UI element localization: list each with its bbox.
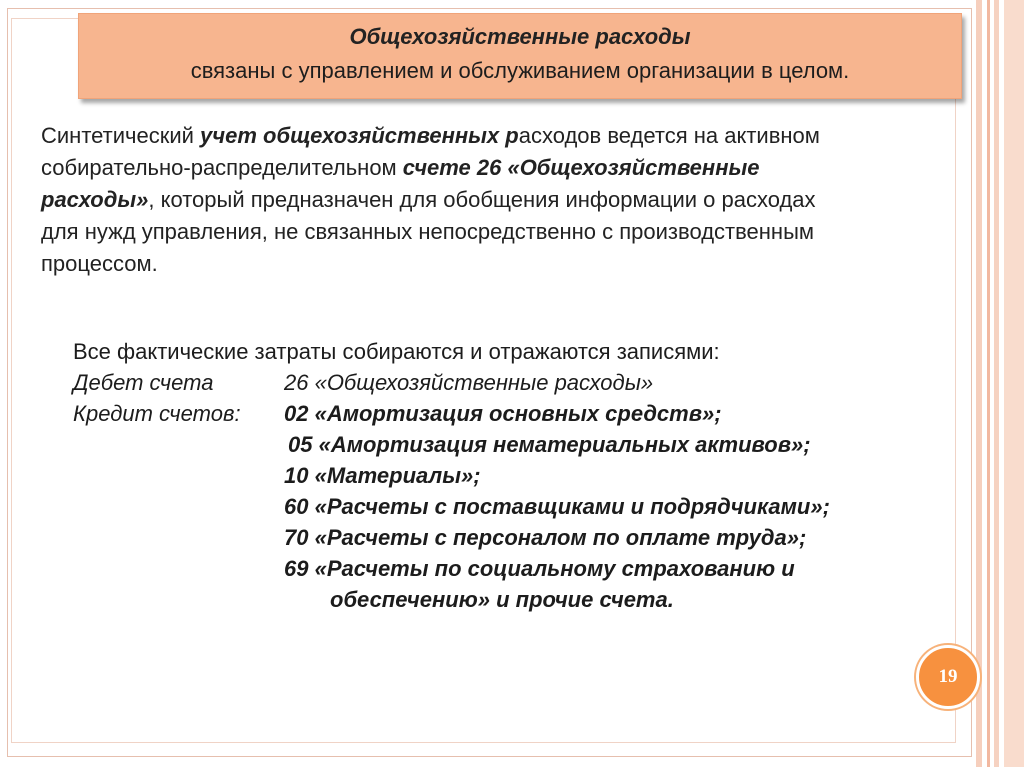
description-paragraph bbox=[41, 120, 961, 280]
entries-intro: Все фактические затраты собираются и отражаются записями: bbox=[73, 339, 720, 364]
emphasis-span: учет общехозяйственных р bbox=[200, 123, 519, 148]
decorative-stripes bbox=[976, 0, 1024, 767]
paragraph-line: для нужд управления, не связанных непосредственно с производственным bbox=[41, 219, 815, 244]
credit-item: 10 «Материалы»; bbox=[284, 463, 481, 488]
debit-label: Дебет счета bbox=[73, 370, 214, 395]
paragraph-line bbox=[41, 152, 961, 184]
header-box bbox=[78, 13, 962, 99]
header-subtitle: связаны с управлением и обслуживанием организации в целом. bbox=[190, 58, 850, 83]
stripe bbox=[976, 0, 982, 767]
credit-item: 69 «Расчеты по социальному страхованию и bbox=[284, 556, 795, 581]
paragraph-line: процессом. bbox=[41, 251, 158, 276]
text-span: Синтетический bbox=[41, 123, 201, 148]
stripe bbox=[994, 0, 999, 767]
text-span: асходов ведется на активном bbox=[518, 123, 820, 148]
emphasis-span: расходы» bbox=[41, 187, 149, 212]
emphasis-span: счете 26 «Общехозяйственные bbox=[402, 155, 760, 180]
credit-item: обеспечению» и прочие счета. bbox=[330, 587, 674, 612]
header-title: Общехозяйственные расходы bbox=[349, 24, 691, 49]
stripe bbox=[1004, 0, 1024, 767]
paragraph-line bbox=[41, 184, 961, 216]
credit-item: 05 «Амортизация нематериальных активов»; bbox=[288, 432, 811, 457]
text-span: , который предназначен для обобщения информации о расходах bbox=[148, 187, 816, 212]
page-number-badge: 19 bbox=[916, 645, 980, 709]
credit-item: 02 «Амортизация основных средств»; bbox=[284, 401, 722, 426]
debit-value: 26 «Общехозяйственные расходы» bbox=[284, 370, 654, 395]
credit-label: Кредит счетов: bbox=[73, 401, 241, 426]
text-span: собирательно-распределительном bbox=[41, 155, 403, 180]
stripe bbox=[987, 0, 990, 767]
credit-item: 70 «Расчеты с персоналом по оплате труда»; bbox=[284, 525, 807, 550]
credit-item: 60 «Расчеты с поставщиками и подрядчиками»; bbox=[284, 494, 830, 519]
paragraph-line bbox=[41, 120, 961, 152]
